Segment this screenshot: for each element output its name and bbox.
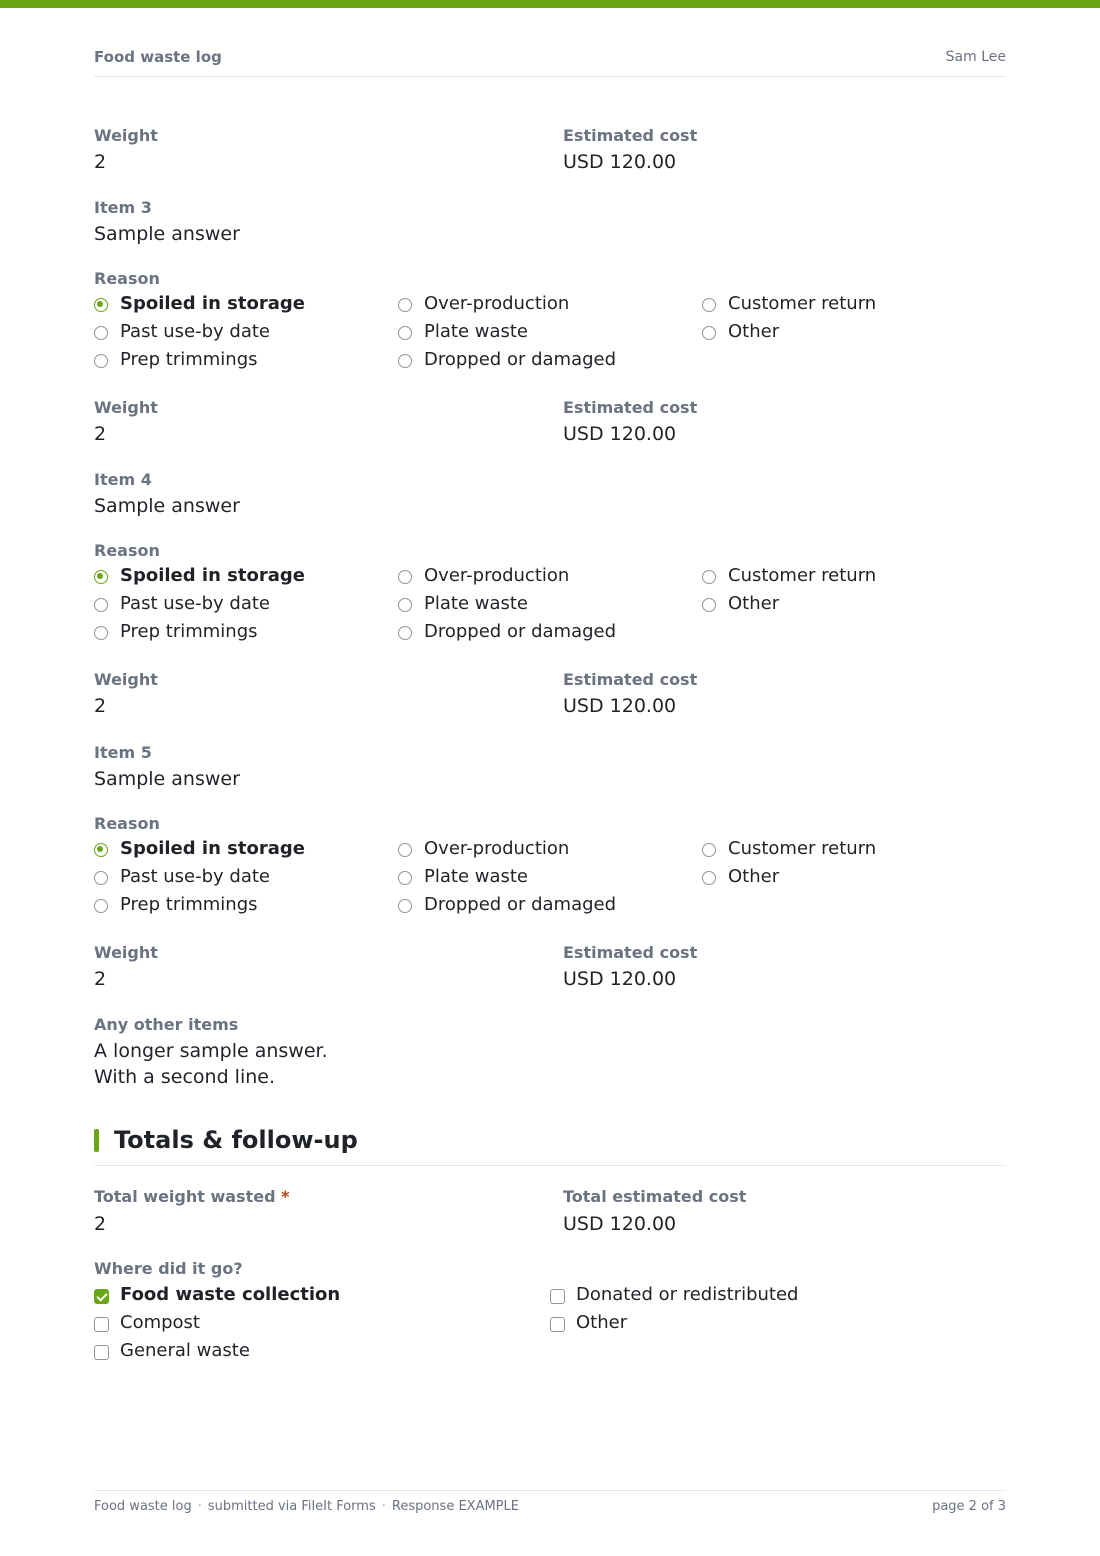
reason-option-label: Plate waste [424, 593, 529, 614]
page-header [94, 48, 1006, 77]
footer-separator: · [197, 1499, 202, 1514]
reason-option-label: Plate waste [424, 866, 529, 887]
total-weight-label [94, 1187, 289, 1206]
item-label: Item 4 [94, 470, 152, 489]
total-weight-value: 2 [94, 1213, 107, 1235]
section-accent-bar [94, 1129, 99, 1152]
radio-button[interactable] [702, 298, 716, 312]
weight-label: Weight [94, 398, 158, 417]
reason-option-label: Spoiled in storage [120, 565, 305, 586]
reason-label: Reason [94, 541, 160, 560]
checkbox[interactable] [94, 1289, 109, 1304]
total-cost-value: USD 120.00 [563, 1213, 677, 1235]
weight-label: Weight [94, 670, 158, 689]
estimated-cost-label: Estimated cost [563, 126, 698, 145]
section-totals [94, 1126, 1006, 1166]
reason-option-label: Prep trimmings [120, 621, 258, 642]
weight-value: 2 [94, 968, 107, 990]
other-items-line-1: A longer sample answer. [94, 1040, 328, 1062]
checkbox[interactable] [94, 1317, 109, 1332]
destination-option-label: Compost [120, 1312, 200, 1333]
form-title: Food waste log [94, 48, 222, 66]
reason-option-label: Other [728, 593, 780, 614]
radio-button[interactable] [398, 871, 412, 885]
reason-option-label: Customer return [728, 838, 877, 859]
radio-button[interactable] [94, 598, 108, 612]
reason-option-label: Over-production [424, 293, 570, 314]
section-title: Totals & follow-up [114, 1126, 358, 1154]
estimated-cost-value: USD 120.00 [563, 151, 677, 173]
reason-option-label: Prep trimmings [120, 349, 258, 370]
item-answer: Sample answer [94, 223, 240, 245]
estimated-cost-value: USD 120.00 [563, 423, 677, 445]
reason-label: Reason [94, 814, 160, 833]
checkbox[interactable] [94, 1345, 109, 1360]
radio-button[interactable] [702, 598, 716, 612]
radio-button[interactable] [398, 570, 412, 584]
estimated-cost-value: USD 120.00 [563, 968, 677, 990]
radio-button[interactable] [94, 570, 108, 584]
reason-option-label: Over-production [424, 838, 570, 859]
destination-option-label: Food waste collection [120, 1284, 341, 1305]
radio-button[interactable] [398, 326, 412, 340]
page-number: page 2 of 3 [932, 1499, 1006, 1514]
radio-button[interactable] [702, 326, 716, 340]
radio-button[interactable] [398, 598, 412, 612]
radio-button[interactable] [702, 570, 716, 584]
reason-option-label: Dropped or damaged [424, 349, 617, 370]
estimated-cost-label: Estimated cost [563, 943, 698, 962]
reason-option-label: Past use-by date [120, 593, 270, 614]
reason-option-label: Past use-by date [120, 321, 270, 342]
destination-label: Where did it go? [94, 1259, 243, 1278]
other-items-line-2: With a second line. [94, 1066, 275, 1088]
footer-submitted: submitted via FileIt Forms [207, 1499, 376, 1514]
radio-button[interactable] [398, 843, 412, 857]
reason-option-label: Dropped or damaged [424, 621, 617, 642]
reason-option-label: Plate waste [424, 321, 529, 342]
accent-top-bar [0, 0, 1100, 8]
footer-separator: · [381, 1499, 386, 1514]
footer-form-name: Food waste log [94, 1499, 192, 1514]
radio-button[interactable] [398, 298, 412, 312]
reason-option-label: Over-production [424, 565, 570, 586]
page-footer [94, 1490, 1006, 1521]
reason-option-label: Customer return [728, 565, 877, 586]
item-label: Item 5 [94, 743, 152, 762]
radio-button[interactable] [94, 298, 108, 312]
estimated-cost-value: USD 120.00 [563, 695, 677, 717]
destination-option-label: Donated or redistributed [576, 1284, 799, 1305]
reason-option-label: Spoiled in storage [120, 838, 305, 859]
item-answer: Sample answer [94, 768, 240, 790]
reason-option-label: Customer return [728, 293, 877, 314]
radio-button[interactable] [398, 354, 412, 368]
required-marker: * [281, 1187, 290, 1206]
reason-option-label: Dropped or damaged [424, 894, 617, 915]
reason-option-label: Spoiled in storage [120, 293, 305, 314]
other-items-label: Any other items [94, 1015, 239, 1034]
radio-button[interactable] [702, 871, 716, 885]
weight-value: 2 [94, 695, 107, 717]
estimated-cost-label: Estimated cost [563, 398, 698, 417]
checkbox[interactable] [550, 1289, 565, 1304]
radio-button[interactable] [94, 354, 108, 368]
destination-option-label: General waste [120, 1340, 250, 1361]
radio-button[interactable] [94, 626, 108, 640]
weight-value: 2 [94, 151, 107, 173]
footer-meta [94, 1499, 519, 1514]
radio-button[interactable] [94, 843, 108, 857]
weight-label: Weight [94, 126, 158, 145]
radio-button[interactable] [94, 899, 108, 913]
weight-label: Weight [94, 943, 158, 962]
estimated-cost-label: Estimated cost [563, 670, 698, 689]
item-answer: Sample answer [94, 495, 240, 517]
weight-value: 2 [94, 423, 107, 445]
reason-label: Reason [94, 269, 160, 288]
radio-button[interactable] [94, 326, 108, 340]
reason-option-label: Past use-by date [120, 866, 270, 887]
destination-option-label: Other [576, 1312, 628, 1333]
item-label: Item 3 [94, 198, 152, 217]
reason-option-label: Other [728, 321, 780, 342]
reason-option-label: Other [728, 866, 780, 887]
user-name: Sam Lee [945, 49, 1006, 65]
checkbox[interactable] [550, 1317, 565, 1332]
radio-button[interactable] [398, 899, 412, 913]
total-weight-label-text: Total weight wasted [94, 1187, 276, 1206]
footer-response: Response EXAMPLE [391, 1499, 519, 1514]
reason-option-label: Prep trimmings [120, 894, 258, 915]
radio-button[interactable] [398, 626, 412, 640]
radio-button[interactable] [94, 871, 108, 885]
radio-button[interactable] [702, 843, 716, 857]
total-cost-label: Total estimated cost [563, 1187, 747, 1206]
